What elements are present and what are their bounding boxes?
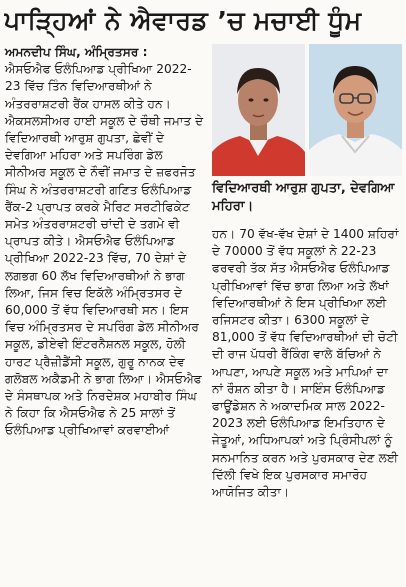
- article-body-right: ਹਨ। 70 ਵੱਖ-ਵੱਖ ਦੇਸ਼ਾਂ ਦੇ 1400 ਸ਼ਹਿਰਾਂ ਦੇ 70000 ਤੋਂ ਵੱਧ ਸਕੂਲਾਂ ਨੇ 22-23 ਫਰਵਰੀ ਤੱਕ ਸੱਤ ਐਸਓਐਫ ਓਲੰਪਿਆਡ ਪ੍ਰੀਖਿਆਵਾਂ ਵਿੱਚ ਭਾਗ ਲਿਆ ਅਤੇ ਲੱਖਾਂ ਵਿਦਿਆਰਥੀਆਂ ਨੇ ਇਸ ਪ੍ਰੀਖਿਆ ਲਈ ਰਜਿਸਟਰ ਕੀਤਾ। 6300 ਸਕੂਲਾਂ ਦੇ 81,000 ਤੋਂ ਵੱਧ ਵਿਦਿਆਰਥੀਆਂ ਦੀ ਚੋਟੀ ਦੀ ਰਾਜ ਪੱਧਰੀ ਰੈਂਕਿੰਗ ਵਾਲੇ ਬੱਚਿਆਂ ਨੇ ਆਪਣਾ, ਆਪਣੇ ਸਕੂਲ ਅਤੇ ਮਾਪਿਆਂ ਦਾ ਨਾਂ ਰੌਸ਼ਨ ਕੀਤਾ ਹੈ। ਸਾਇੰਸ ਓਲੰਪਿਆਡ ਫਾਊਂਡੇਸ਼ਨ ਨੇ ਅਕਾਦਮਿਕ ਸਾਲ 2022-2023 ਲਈ ਓਲੰਪਿਆਡ ਇਮਤਿਹਾਨ ਦੇ ਜੇਤੂਆਂ, ਅਧਿਆਪਕਾਂ ਅਤੇ ਪ੍ਰਿੰਸੀਪਲਾਂ ਨੂੰ ਸਨਮਾਨਿਤ ਕਰਨ ਅਤੇ ਪੁਰਸਕਾਰ ਦੇਣ ਲਈ ਦਿੱਲੀ ਵਿਖੇ ਇਕ ਪੁਰਸਕਾਰ ਸਮਾਰੋਹ ਆਯੋਜਿਤ ਕੀਤਾ।: [212, 227, 399, 500]
- student-photo-1-image: [212, 44, 305, 176]
- article-left-column: [5, 44, 207, 440]
- byline: ਅਮਨਦੀਪ ਸਿੰਘ, ਅੰਮ੍ਰਿਤਸਰ :: [5, 45, 148, 59]
- article-body-left: ਐਸਓਐਫ ਓਲੰਪਿਆਡ ਪ੍ਰੀਖਿਆ 2022-23 ਵਿੱਚ ਤਿੰਨ ਵਿਦਿਆਰਥੀਆਂ ਨੇ ਅੰਤਰਰਾਸ਼ਟਰੀ ਰੈਂਕ ਹਾਸਲ ਕੀਤੇ ਹਨ। ਐਕਸਲਸੀਅਰ ਹਾਈ ਸਕੂਲ ਦੇ ਚੌਥੀ ਜਮਾਤ ਦੇ ਵਿਦਿਆਰਥੀ ਆਰੁਸ਼ ਗੁਪਤਾ, ਛੇਵੀਂ ਦੇ ਦੇਵਗਿਆ ਮਹਿਰਾ ਅਤੇ ਸਪਰਿੰਗ ਡੇਲ ਸੀਨੀਅਰ ਸਕੂਲ ਦੇ ਨੌਵੀਂ ਜਮਾਤ ਦੇ ਜ਼ਫਰਜੋਤ ਸਿੰਘ ਨੇ ਅੰਤਰਰਾਸ਼ਟਰੀ ਗਣਿਤ ਓਲੰਪਿਆਡ ਰੈਂਕ-2 ਪ੍ਰਾਪਤ ਕਰਕੇ ਮੈਰਿਟ ਸਰਟੀਫਿਕੇਟ ਸਮੇਤ ਅੰਤਰਰਾਸ਼ਟਰੀ ਚਾਂਦੀ ਦੇ ਤਗਮੇ ਵੀ ਪ੍ਰਾਪਤ ਕੀਤੇ। ਐਸਓਐਫ ਓਲੰਪਿਆਡ ਪ੍ਰੀਖਿਆ 2022-23 ਵਿੱਚ, 70 ਦੇਸ਼ਾਂ ਦੇ ਲਗਭਗ 60 ਲੱਖ ਵਿਦਿਆਰਥੀਆਂ ਨੇ ਭਾਗ ਲਿਆ, ਜਿਸ ਵਿਚ ਇਕੱਲੇ ਅੰਮ੍ਰਿਤਸਰ ਦੇ 60,000 ਤੋਂ ਵੱਧ ਵਿਦਿਆਰਥੀ ਸਨ। ਇਸ ਵਿਚ ਅੰਮ੍ਰਿਤਸਰ ਦੇ ਸਪਰਿੰਗ ਡੇਲ ਸੀਨੀਅਰ ਸਕੂਲ, ਡੀਏਵੀ ਇੰਟਰਨੈਸ਼ਨਲ ਸਕੂਲ, ਹੋਲੀ ਹਾਰਟ ਪ੍ਰੈਜ਼ੀਡੈਂਸੀ ਸਕੂਲ, ਗੁਰੂ ਨਾਨਕ ਦੇਵ ਗਲੋਬਲ ਅਕੈਡਮੀ ਨੇ ਭਾਗ ਲਿਆ। ਐਸਓਐਫ ਦੇ ਸੰਸਥਾਪਕ ਅਤੇ ਨਿਰਦੇਸ਼ਕ ਮਹਾਬੀਰ ਸਿੰਘ ਨੇ ਕਿਹਾ ਕਿ ਐਸਓਐਫ ਨੇ 25 ਸਾਲਾਂ ਤੋਂ ਓਲੰਪਿਆਡ ਪ੍ਰੀਖਿਆਵਾਂ ਕਰਵਾਈਆਂ: [5, 62, 204, 438]
- article-right-column: [212, 226, 402, 501]
- photo-caption: ਵਿਦਿਆਰਥੀ ਆਰੁਸ਼ ਗੁਪਤਾ, ਦੇਵਗਿਆ ਮਹਿਰਾ।: [212, 181, 395, 214]
- student-photos: [212, 44, 402, 176]
- student-photo-2: [309, 44, 402, 176]
- student-photo-2-image: [309, 44, 402, 176]
- headline: ਪਾੜ੍ਹਿਆਂ ਨੇ ਐਵਾਰਡ ’ਚ ਮਚਾਈ ਧੂੰਮ: [4, 6, 362, 35]
- student-photo-1: [212, 44, 305, 176]
